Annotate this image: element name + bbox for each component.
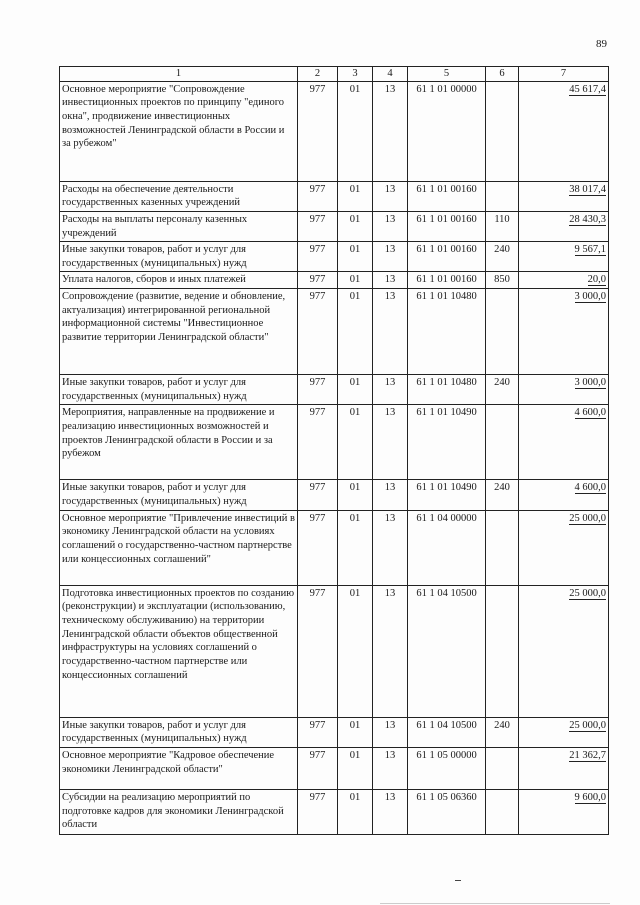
cell-section: 01 bbox=[338, 375, 373, 405]
column-header: 6 bbox=[486, 67, 519, 82]
cell-subsection: 13 bbox=[373, 480, 408, 510]
cell-expense-type: 240 bbox=[486, 242, 519, 272]
amount-value: 21 362,7 bbox=[569, 749, 606, 761]
cell-subsection: 13 bbox=[373, 717, 408, 747]
row-name: Подготовка инвестиционных проектов по созданию (реконструкции) и эксплуатации (использованию, техническому обслуживанию) на территории Ленинградской области объектов общественной инфраструктуры на условиях соглашений о государственно-частном партнерстве или концессионных соглашений bbox=[60, 585, 298, 717]
cell-subsection: 13 bbox=[373, 375, 408, 405]
table-row bbox=[60, 510, 609, 585]
cell-amount bbox=[519, 81, 609, 181]
amount-value: 25 000,0 bbox=[569, 587, 606, 599]
column-header: 3 bbox=[338, 67, 373, 82]
cell-target: 61 1 01 10480 bbox=[408, 289, 486, 375]
cell-amount bbox=[519, 747, 609, 789]
table-row bbox=[60, 375, 609, 405]
cell-ministry: 977 bbox=[298, 789, 338, 834]
cell-subsection: 13 bbox=[373, 747, 408, 789]
cell-target: 61 1 04 00000 bbox=[408, 510, 486, 585]
cell-amount bbox=[519, 242, 609, 272]
cell-expense-type bbox=[486, 585, 519, 717]
table-row bbox=[60, 747, 609, 789]
cell-amount bbox=[519, 585, 609, 717]
table-row bbox=[60, 81, 609, 181]
scan-edge-line bbox=[380, 903, 610, 904]
cell-target: 61 1 01 00160 bbox=[408, 242, 486, 272]
cell-ministry: 977 bbox=[298, 272, 338, 289]
cell-target: 61 1 04 10500 bbox=[408, 717, 486, 747]
cell-ministry: 977 bbox=[298, 211, 338, 241]
cell-section: 01 bbox=[338, 181, 373, 211]
table-row bbox=[60, 789, 609, 834]
cell-target: 61 1 01 00000 bbox=[408, 81, 486, 181]
table-row bbox=[60, 272, 609, 289]
cell-section: 01 bbox=[338, 510, 373, 585]
cell-amount bbox=[519, 510, 609, 585]
amount-value: 28 430,3 bbox=[569, 213, 606, 225]
cell-amount bbox=[519, 272, 609, 289]
column-header: 5 bbox=[408, 67, 486, 82]
cell-expense-type: 240 bbox=[486, 375, 519, 405]
cell-target: 61 1 01 00160 bbox=[408, 181, 486, 211]
cell-section: 01 bbox=[338, 81, 373, 181]
row-name: Основное мероприятие "Кадровое обеспечение экономики Ленинградской области" bbox=[60, 747, 298, 789]
cell-target: 61 1 05 00000 bbox=[408, 747, 486, 789]
cell-subsection: 13 bbox=[373, 510, 408, 585]
column-header: 2 bbox=[298, 67, 338, 82]
cell-expense-type bbox=[486, 181, 519, 211]
row-name: Основное мероприятие "Привлечение инвестиций в экономику Ленинградской области на условиях соглашений о государственно-частном партнерстве или концессионных соглашений" bbox=[60, 510, 298, 585]
cell-amount bbox=[519, 375, 609, 405]
cell-ministry: 977 bbox=[298, 81, 338, 181]
amount-value: 25 000,0 bbox=[569, 719, 606, 731]
column-header: 1 bbox=[60, 67, 298, 82]
cell-subsection: 13 bbox=[373, 211, 408, 241]
cell-expense-type bbox=[486, 405, 519, 480]
page-number: 89 bbox=[596, 38, 607, 50]
cell-section: 01 bbox=[338, 289, 373, 375]
cell-subsection: 13 bbox=[373, 289, 408, 375]
cell-target: 61 1 04 10500 bbox=[408, 585, 486, 717]
cell-expense-type bbox=[486, 81, 519, 181]
cell-subsection: 13 bbox=[373, 81, 408, 181]
cell-ministry: 977 bbox=[298, 480, 338, 510]
row-name: Основное мероприятие "Сопровождение инвестиционных проектов по принципу "единого окна", продвижение инвестиционных возможностей Ленинградской области в России и за рубежом" bbox=[60, 81, 298, 181]
table-row bbox=[60, 480, 609, 510]
cell-ministry: 977 bbox=[298, 375, 338, 405]
cell-target: 61 1 05 06360 bbox=[408, 789, 486, 834]
cell-section: 01 bbox=[338, 272, 373, 289]
column-header: 7 bbox=[519, 67, 609, 82]
cell-amount bbox=[519, 181, 609, 211]
amount-value: 20,0 bbox=[587, 274, 606, 286]
table-row bbox=[60, 289, 609, 375]
scan-mark bbox=[455, 880, 461, 881]
row-name: Иные закупки товаров, работ и услуг для государственных (муниципальных) нужд bbox=[60, 717, 298, 747]
amount-value: 3 000,0 bbox=[574, 377, 606, 389]
cell-expense-type: 240 bbox=[486, 717, 519, 747]
cell-expense-type bbox=[486, 789, 519, 834]
row-name: Иные закупки товаров, работ и услуг для государственных (муниципальных) нужд bbox=[60, 375, 298, 405]
amount-value: 4 600,0 bbox=[574, 407, 606, 419]
row-name: Сопровождение (развитие, ведение и обновление, актуализация) интегрированной региональной информационной системы "Инвестиционное развитие территории Ленинградской области" bbox=[60, 289, 298, 375]
cell-amount bbox=[519, 289, 609, 375]
amount-value: 3 000,0 bbox=[574, 291, 606, 303]
table-row bbox=[60, 717, 609, 747]
table-row bbox=[60, 405, 609, 480]
cell-section: 01 bbox=[338, 242, 373, 272]
cell-ministry: 977 bbox=[298, 181, 338, 211]
cell-target: 61 1 01 10490 bbox=[408, 480, 486, 510]
cell-ministry: 977 bbox=[298, 510, 338, 585]
row-name: Иные закупки товаров, работ и услуг для государственных (муниципальных) нужд bbox=[60, 242, 298, 272]
cell-amount bbox=[519, 405, 609, 480]
table-row bbox=[60, 181, 609, 211]
cell-section: 01 bbox=[338, 585, 373, 717]
amount-value: 45 617,4 bbox=[569, 83, 606, 95]
cell-subsection: 13 bbox=[373, 789, 408, 834]
cell-subsection: 13 bbox=[373, 181, 408, 211]
row-name: Мероприятия, направленные на продвижение и реализацию инвестиционных возможностей и проектов Ленинградской области в России и за рубежом bbox=[60, 405, 298, 480]
cell-amount bbox=[519, 480, 609, 510]
cell-target: 61 1 01 00160 bbox=[408, 272, 486, 289]
cell-expense-type: 850 bbox=[486, 272, 519, 289]
row-name: Расходы на выплаты персоналу казенных учреждений bbox=[60, 211, 298, 241]
header-row bbox=[60, 67, 609, 82]
row-name: Иные закупки товаров, работ и услуг для государственных (муниципальных) нужд bbox=[60, 480, 298, 510]
cell-amount bbox=[519, 211, 609, 241]
cell-target: 61 1 01 00160 bbox=[408, 211, 486, 241]
cell-section: 01 bbox=[338, 405, 373, 480]
cell-target: 61 1 01 10480 bbox=[408, 375, 486, 405]
cell-expense-type: 110 bbox=[486, 211, 519, 241]
amount-value: 9 600,0 bbox=[574, 791, 606, 803]
cell-section: 01 bbox=[338, 211, 373, 241]
cell-ministry: 977 bbox=[298, 585, 338, 717]
table-row bbox=[60, 242, 609, 272]
cell-section: 01 bbox=[338, 717, 373, 747]
cell-target: 61 1 01 10490 bbox=[408, 405, 486, 480]
cell-expense-type bbox=[486, 747, 519, 789]
row-name: Уплата налогов, сборов и иных платежей bbox=[60, 272, 298, 289]
cell-ministry: 977 bbox=[298, 717, 338, 747]
cell-expense-type: 240 bbox=[486, 480, 519, 510]
amount-value: 38 017,4 bbox=[569, 183, 606, 195]
row-name: Расходы на обеспечение деятельности государственных казенных учреждений bbox=[60, 181, 298, 211]
cell-subsection: 13 bbox=[373, 405, 408, 480]
table-row bbox=[60, 211, 609, 241]
cell-amount bbox=[519, 717, 609, 747]
amount-value: 25 000,0 bbox=[569, 512, 606, 524]
cell-amount bbox=[519, 789, 609, 834]
cell-expense-type bbox=[486, 510, 519, 585]
cell-ministry: 977 bbox=[298, 405, 338, 480]
cell-section: 01 bbox=[338, 789, 373, 834]
column-header: 4 bbox=[373, 67, 408, 82]
cell-subsection: 13 bbox=[373, 272, 408, 289]
table-row bbox=[60, 585, 609, 717]
cell-ministry: 977 bbox=[298, 242, 338, 272]
amount-value: 9 567,1 bbox=[574, 244, 606, 256]
cell-subsection: 13 bbox=[373, 242, 408, 272]
cell-section: 01 bbox=[338, 747, 373, 789]
budget-table bbox=[59, 66, 609, 835]
cell-ministry: 977 bbox=[298, 289, 338, 375]
cell-expense-type bbox=[486, 289, 519, 375]
cell-ministry: 977 bbox=[298, 747, 338, 789]
cell-section: 01 bbox=[338, 480, 373, 510]
amount-value: 4 600,0 bbox=[574, 482, 606, 494]
row-name: Субсидии на реализацию мероприятий по подготовке кадров для экономики Ленинградской области bbox=[60, 789, 298, 834]
cell-subsection: 13 bbox=[373, 585, 408, 717]
